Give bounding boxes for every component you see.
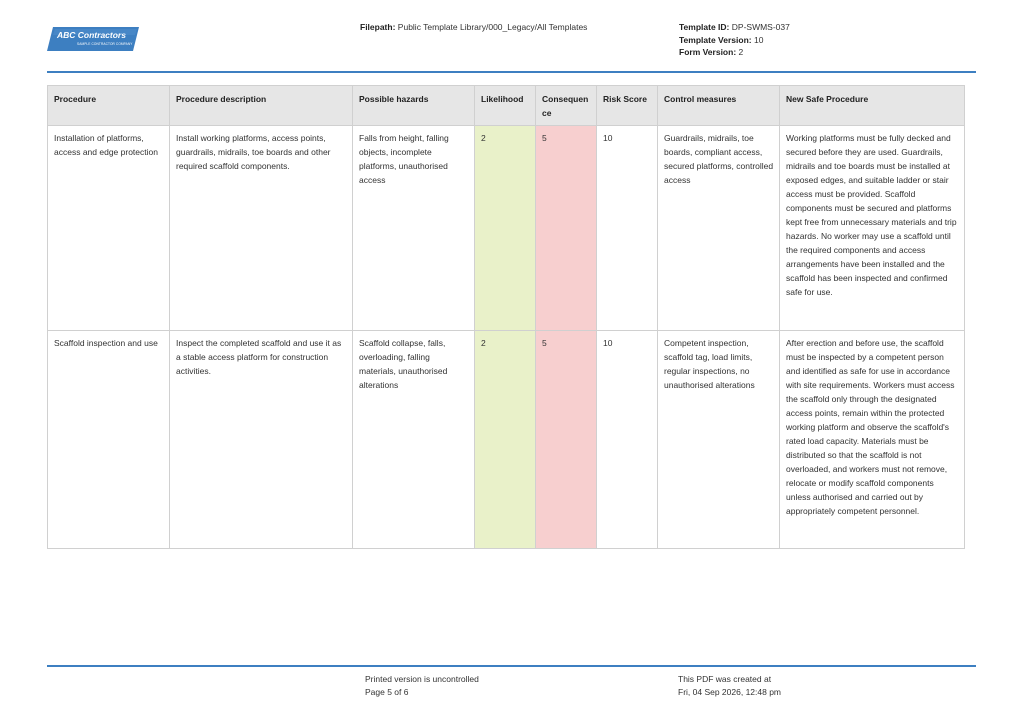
column-header-likelihood: Likelihood — [475, 86, 536, 126]
description-cell: Inspect the completed scaffold and use it as a stable access platform for construction activities. — [170, 331, 353, 549]
table-row — [48, 126, 965, 331]
company-logo — [47, 26, 139, 52]
column-header-consequence: Consequen ce — [536, 86, 597, 126]
template-version-label: Template Version: — [679, 34, 752, 45]
consequence-cell: 5 — [536, 331, 597, 549]
likelihood-cell: 2 — [475, 126, 536, 331]
risk-score-cell: 10 — [597, 126, 658, 331]
template-meta — [679, 21, 790, 59]
column-header-procedure: Procedure — [48, 86, 170, 126]
procedure-cell: Scaffold inspection and use — [48, 331, 170, 549]
footer-divider — [47, 665, 976, 667]
uncontrolled-notice: Printed version is uncontrolled — [365, 674, 479, 684]
risk-assessment-table — [47, 85, 965, 549]
header-divider — [47, 71, 976, 73]
controls-cell: Competent inspection, scaffold tag, load limits, regular inspections, no unauthorised alterations — [658, 331, 780, 549]
likelihood-cell: 2 — [475, 331, 536, 549]
risk-score-cell: 10 — [597, 331, 658, 549]
filepath-label: Filepath: — [360, 22, 396, 32]
created-label: This PDF was created at — [678, 674, 772, 684]
form-version-value: 2 — [738, 47, 744, 57]
footer-print-info — [365, 673, 479, 698]
form-version-line — [679, 46, 790, 59]
column-header-risk-score: Risk Score — [597, 86, 658, 126]
column-header-description: Procedure description — [170, 86, 353, 126]
logo-tagline: SAMPLE CONTRACTOR COMPANY — [77, 42, 133, 46]
filepath-info — [360, 21, 587, 34]
description-cell: Install working platforms, access points, guardrails, midrails, toe boards and other required scaffold components. — [170, 126, 353, 331]
logo-text: ABC Contractors — [57, 30, 126, 40]
created-timestamp: Fri, 04 Sep 2026, 12:48 pm — [678, 686, 782, 697]
table-header-row — [48, 86, 965, 126]
form-version-label: Form Version: — [679, 47, 737, 57]
hazards-cell: Falls from height, falling objects, incomplete platforms, unauthorised access — [353, 126, 475, 331]
template-version-line — [679, 34, 790, 47]
table-row — [48, 331, 965, 549]
page-number: Page 5 of 6 — [365, 686, 409, 697]
column-header-controls: Control measures — [658, 86, 780, 126]
new-procedure-cell: Working platforms must be fully decked and secured before they are used. Guardrails, midrails and toe boards must be installed at exposed edges, and suitable ladder or stair access must be provided. Scaffold components must be secured and platforms kept free from unnecessary materials and trip hazards. No worker may use a scaffold until the required components and access arrangements have been installed and the scaffold has been inspected and confirmed safe for use. — [780, 126, 965, 331]
template-id-value: DP-SWMS-037 — [731, 22, 790, 32]
filepath-value: Public Template Library/000_Legacy/All Templates — [397, 22, 588, 32]
template-id-line — [679, 21, 790, 34]
footer-created-info — [678, 673, 781, 698]
hazards-cell: Scaffold collapse, falls, overloading, falling materials, unauthorised alterations — [353, 331, 475, 549]
new-procedure-cell: After erection and before use, the scaffold must be inspected by a competent person and identified as safe for use in accordance with site requirements. Workers must access the scaffold only through the designated access points, remain within the protected working platform and observe the scaffold's rated load capacity. Materials must be distributed so that the scaffold is not overloaded, and workers must not remove, relocate or modify scaffold components unless authorised and carried out by appropriately competent personnel. — [780, 331, 965, 549]
consequence-cell: 5 — [536, 126, 597, 331]
column-header-hazards: Possible hazards — [353, 86, 475, 126]
template-id-label: Template ID: — [679, 22, 730, 32]
controls-cell: Guardrails, midrails, toe boards, compliant access, secured platforms, controlled access — [658, 126, 780, 331]
column-header-new-procedure: New Safe Procedure — [780, 86, 965, 126]
procedure-cell: Installation of platforms, access and edge protection — [48, 126, 170, 331]
template-version-value: 10 — [753, 34, 764, 45]
